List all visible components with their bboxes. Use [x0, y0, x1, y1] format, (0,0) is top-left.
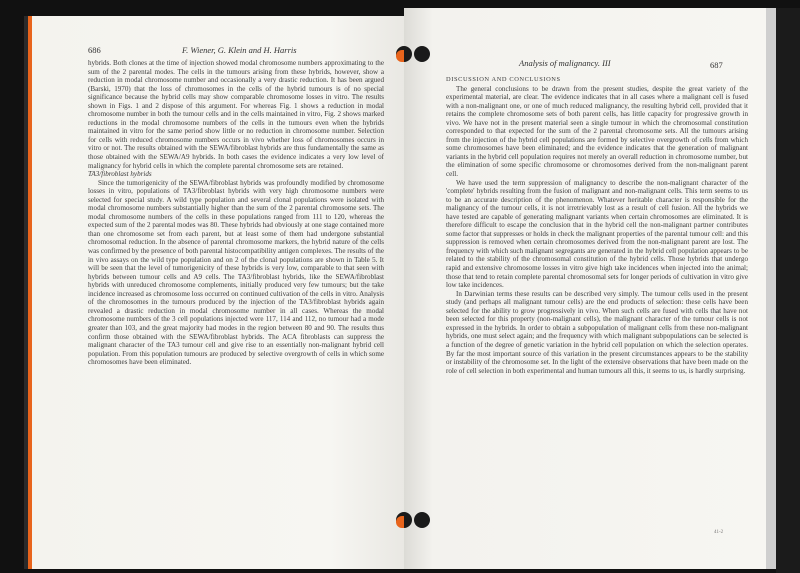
- paragraph: hybrids. Both clones at the time of injection showed modal chromosome numbers approximating to the sum of the 2 parental modes. The cells in the tumours arising from these hybrids, however, show a reduction in modal chromosome number and occasionally a very drastic reduction. It has been argued (Barski, 1970) that the loss of chromosomes in the cells of the hybrid tumours is of no special significance because the hybrid cells may show comparable chromosome losses in vitro. The results shown in Figs. 1 and 2 dispose of this argument. For whereas Fig. 1 shows a reduction in modal chromosome number in both the tumour cells and in the cells maintained in vitro, Fig. 2 shows marked reductions in the modal chromosome numbers of the cells in the tumours even when the hybrids maintained in vitro for the same period show little or no reduction in chromosome number. Selection for cells with reduced chromosome numbers occurs in vivo whether loss of chromosomes occurs in vitro or not. The results obtained with the SEWA/fibroblast hybrids are thus fundamentally the same as those obtained with the SEWA/A9 hybrids. In both cases the evidence indicates a very low level of malignancy for hybrid cells in which the complete parental chromosome sets are retained.: [88, 59, 384, 170]
- scan-background: [776, 8, 800, 573]
- right-page: [404, 8, 766, 569]
- left-page-number: 686: [88, 45, 101, 55]
- paragraph: Since the tumorigenicity of the SEWA/fibroblast hybrids was profoundly modified by chromosome losses in vitro, populations of TA3/fibroblast hybrids with very high chromosome numbers were selected for special study. A wild type population and several clonal populations were isolated with modal chromosome numbers substantially higher than the sum of the 2 parental chromosome sets. The modal chromosome numbers of the cells in these populations ranged from 111 to 120, whereas the expected sum of the 2 parental modes was 80. These hybrids had obviously at one stage contained more than one chromosome set from each parent, but at least some of them had undergone substantial chromosomal reduction. In the absence of parental chromosome markers, the hybrid nature of the cells was confirmed by the presence of both parental histocompatibility antigen complexes. The results of the in vivo assays on the wild type population and on 2 of the clonal populations are shown in Table 5. It will be seen that the level of tumorigenicity of these hybrids is very low, comparable to that seen with hybrids between tumour cells and A9 cells. The TA3/fibroblast hybrids, like the SEWA/fibroblast hybrids with unreduced chromosome complements, initially produced very few tumours; but the take incidence increased as chromosome loss occurred on continued cultivation of the cells in vitro. Analysis of the chromosomes in the tumours produced by the injection of the TA3/fibroblast hybrids again revealed a drastic reduction in modal chromosome number in all cases. Whereas the modal chromosome numbers of the 3 cell populations injected were 117, 114 and 112, no tumour had a mode greater than 103, and the great majority had modes in the region between 80 and 90. The results thus confirm those obtained with the SEWA/fibroblast hybrids. The ACA fibroblasts can suppress the malignant character of the TA3 tumour cell and give rise to an essentially non-malignant hybrid cell population. From this population tumours are produced by selective overgrowth of cells in which some chromosomes have been eliminated.: [88, 178, 384, 367]
- footer-mark: 41-2: [714, 530, 724, 535]
- right-running-head: Analysis of malignancy. III: [519, 58, 611, 68]
- right-body-text: [446, 76, 748, 375]
- paragraph: In Darwinian terms these results can be described very simply. The tumour cells used in the present study (and perhaps all malignant tumour cells) are the end products of selection: these cells have been selected for the ability to grow progressively in vivo. When such cells are fused with cells that have not been selected for this property (non-malignant cells), the malignant character of the tumour cells is not expressed in the hybrids. In order to obtain a subpopulation of malignant cells from these non-malignant hybrids, one must select again; and the frequency with which malignant subpopulations can be selected is a function of the degree of genetic variation in the hybrid cell population on which the selection operates. By far the most important source of this variation in the present circumstances appears to be the stability or instability of the chromosome set. In the light of the extensive observations that have been made on the role of cell selection in both experimental and human tumours all this, it seems to us, is hardly surprising.: [446, 289, 748, 375]
- section-heading: TA3/fibroblast hybrids: [88, 170, 152, 179]
- binder-hole-top-right: [414, 46, 430, 62]
- page-stack-edge: [766, 8, 776, 569]
- left-page: [32, 16, 404, 569]
- binder-hole-bottom-right: [414, 512, 430, 528]
- left-body-text: [88, 59, 384, 367]
- orange-tab-bottom: [396, 516, 404, 528]
- paragraph: The general conclusions to be drawn from the present studies, despite the great variety of the experimental material, are clear. The evidence indicates that in all cases where a malignant cell is fused with a non-malignant one, or one of much reduced malignancy, the resulting hybrid cell, provided that it retains the complete chromosome sets of both parent cells, has little capacity for progressive growth in vivo. We have not in the present material seen a single tumour in which the chromosomal constitution corresponded to that expected for the sum of the 2 parental chromosome sets. All the tumours arising from the injection of the hybrid cell populations are formed by selective overgrowth of cells from which some chromosomes have been eliminated; and the evidence indicates that the generation of malignant variants in the hybrid cell population requires not merely an overall reduction in chromosome number, but the elimination of some specific chromosome or chromosomes derived from the non-malignant parent cell.: [446, 84, 748, 179]
- paragraph: We have used the term suppression of malignancy to describe the non-malignant character of the 'complete' hybrids resulting from the fusion of malignant and non-malignant cells. This term seems to us to be an accurate description of the phenomenon. Whatever heritable character is responsible for the malignancy of the tumour cells, it is not irretrievably lost as a result of cell fusion. All the hybrids we have tested are capable of generating malignant variants when certain chromosomes are eliminated. It is therefore difficult to escape the conclusion that in the hybrid cell the non-malignant partner contributes some factor that suppresses or holds in check the malignant properties of the parental tumour cell: and this suppression is removed when certain chromosomes derived from the non-malignant parent are lost. The frequency with which such malignant segregants are generated in the hybrid cell population appears to be related to the stability of the chromosomal constitution of the hybrid cells. Those hybrids that undergo rapid and extensive chromosome losses in vitro give high take incidences when injected into the animal; those that tend to retain complete parental chromosomal sets for longer periods of cultivation in vitro give low take incidences.: [446, 178, 748, 290]
- right-page-number: 687: [710, 60, 723, 70]
- section-heading: DISCUSSION AND CONCLUSIONS: [446, 76, 561, 83]
- orange-tab-top: [396, 50, 404, 62]
- left-running-head: F. Wiener, G. Klein and H. Harris: [182, 45, 297, 55]
